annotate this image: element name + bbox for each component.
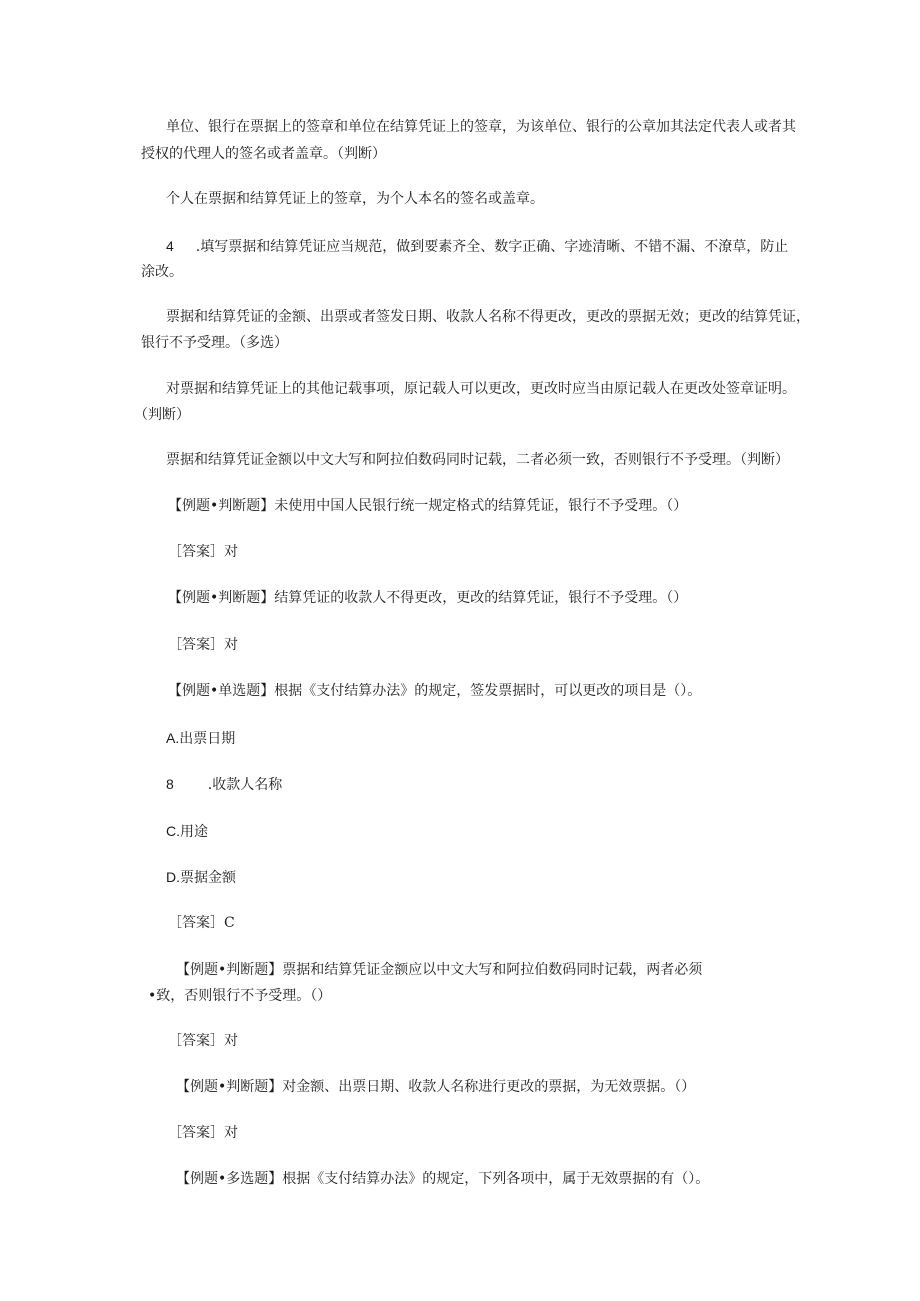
example-option-b [166, 771, 282, 798]
example-option-d: D.票据金额 [166, 869, 236, 885]
example-answer-1: ［答案］对 [168, 544, 238, 560]
example-answer-3: ［答案］C [168, 915, 235, 931]
list-number: 4 [166, 238, 174, 254]
example-question-3: 【例题•单选题】根据《支付结算办法》的规定，签发票据时，可以更改的项目是（）。 [168, 683, 702, 699]
paragraph-other-items-line2: （判断） [134, 407, 190, 423]
example-answer-5: ［答案］对 [168, 1125, 238, 1141]
paragraph-fill-standard-line1 [166, 233, 788, 260]
option-number: 8 [166, 776, 174, 792]
paragraph-other-items-line1: 对票据和结算凭证上的其他记载事项，原记载人可以更改，更改时应当由原记载人在更改处签章证明。 [166, 381, 796, 397]
example-question-4-line1: 【例题•判断题】票据和结算凭证金额应以中文大写和阿拉伯数码同时记载，两者必须 [176, 962, 703, 978]
example-answer-4: ［答案］对 [168, 1033, 238, 1049]
example-answer-2: ［答案］对 [168, 637, 238, 653]
paragraph-signature-individual: 个人在票据和结算凭证上的签章，为个人本名的签名或盖章。 [166, 191, 544, 207]
paragraph-fill-standard-line2: 涂改。 [141, 264, 183, 280]
example-question-1: 【例题•判断题】未使用中国人民银行统一规定格式的结算凭证，银行不予受理。（） [168, 498, 688, 514]
option-text: .收款人名称 [207, 777, 283, 793]
paragraph-no-change-line1: 票据和结算凭证的金额、出票或者签发日期、收款人名称不得更改，更改的票据无效；更改的结算凭证， [166, 309, 810, 325]
example-question-6: 【例题•多选题】根据《支付结算办法》的规定，下列各项中，属于无效票据的有（）。 [176, 1171, 710, 1187]
paragraph-signature-unit-line1: 单位、银行在票据上的签章和单位在结算凭证上的签章，为该单位、银行的公章加其法定代表人或者其 [166, 119, 796, 135]
example-option-a: A.出票日期 [166, 730, 236, 746]
paragraph-no-change-line2: 银行不予受理。（多选） [141, 335, 288, 351]
paragraph-signature-unit-line2: 授权的代理人的签名或者盖章。（判断） [141, 146, 386, 162]
paragraph-text: .填写票据和结算凭证应当规范，做到要素齐全、数字正确、字迹清晰、不错不漏、不潦草，防止 [195, 239, 789, 255]
paragraph-amount-rule: 票据和结算凭证金额以中文大写和阿拉伯数码同时记载，二者必须一致，否则银行不予受理。（判断） [166, 452, 789, 468]
example-option-c: C.用途 [166, 823, 208, 839]
example-question-2: 【例题•判断题】结算凭证的收款人不得更改，更改的结算凭证，银行不予受理。（） [168, 590, 688, 606]
example-question-4-line2: •致，否则银行不予受理。（） [148, 988, 332, 1004]
example-question-5: 【例题•判断题】对金额、出票日期、收款人名称进行更改的票据，为无效票据。（） [176, 1079, 696, 1095]
